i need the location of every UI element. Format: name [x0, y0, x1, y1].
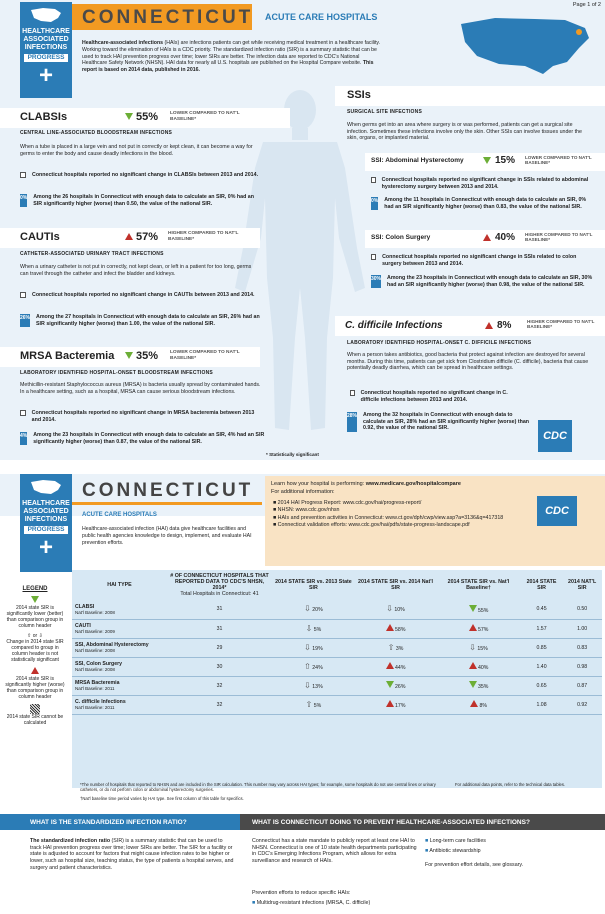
state-sir-cell: 0.85 — [521, 638, 562, 657]
table-row — [72, 657, 602, 676]
hai-type-cell: CAUTI Nat'l Baseline: 2009 — [72, 619, 167, 638]
state-sir-cell: 1.57 — [521, 619, 562, 638]
prevent-item: ■ Multidrug-resistant infections (MRSA, C. difficile) — [252, 900, 371, 906]
ssi-hyst-pct: 15% — [495, 155, 516, 166]
ssi-colon-nochange — [371, 254, 596, 267]
q2-title: WHAT IS CONNECTICUT DOING TO PREVENT HEALTHCARE-ASSOCIATED INFECTIONS? — [252, 819, 530, 826]
ssi-hyst-among-text: Among the 11 hospitals in Connecticut with enough data to calculate an SIR, 0% had an SIR significantly higher (worse) than 0.83, the value of the national SIR. — [384, 197, 587, 210]
hospital-count-cell: 31 — [167, 600, 272, 619]
right-item: ■ Antibiotic stewardship — [425, 848, 481, 854]
badge-progress: PROGRESS — [24, 54, 68, 62]
cdc-logo: CDC — [538, 420, 572, 452]
mrsa-nochange — [20, 410, 260, 423]
cauti-title: CAUTIs — [20, 231, 60, 243]
natl-sir-cell: 1.00 — [562, 619, 602, 638]
ssi-colon-arrow-icon — [483, 234, 491, 243]
open-down-arrow-icon: ⇩ — [305, 623, 313, 633]
open-down-arrow-icon: ⇩ — [304, 680, 311, 690]
legend-hatch-icon — [30, 704, 40, 714]
vs-national-cell: ⇧ 3% — [355, 638, 436, 657]
ssi-hyst-nochange-text: Connecticut hospitals reported no significant change in SSIs related to abdominal hysterectomy surgery between 2013 and 2014. — [381, 177, 589, 190]
sir-table-wrap — [72, 570, 602, 788]
cauti-checkbox — [20, 292, 26, 298]
page-2 — [0, 466, 605, 914]
clabsi-among — [20, 194, 260, 207]
red-up-arrow-icon — [386, 624, 394, 631]
state-sir-cell: 0.65 — [521, 676, 562, 695]
badge2-line-2: ASSOCIATED — [23, 508, 69, 515]
cdiff-nochange — [350, 390, 525, 403]
cauti-among-text: Among the 27 hospitals in Connecticut with enough data to calculate an SIR, 26% had an SIR significantly higher (worse) than 1.00, the value of the national SIR. — [36, 314, 260, 327]
ssi-hyst-nochange — [371, 177, 596, 190]
natl-sir-cell: 0.87 — [562, 676, 602, 695]
th-vs-2013: 2014 STATE SIR vs. 2013 State SIR — [275, 579, 352, 591]
vs-national-cell: 17% — [355, 695, 436, 714]
red-up-arrow-icon — [469, 624, 477, 631]
clabsi-among-text: Among the 26 hospitals in Connecticut with enough data to calculate an SIR, 0% had an SIR significantly higher (worse) than 0.50, the value of the national SIR. — [33, 194, 254, 207]
ssi-colon-nochange-text: Connecticut hospitals reported no significant change in SSIs related to colon surgery between 2013 and 2014. — [382, 254, 577, 267]
sir-text: (SIR) is a summary statistic that can be used to track HAI prevention progress over time; lower SIRs are better. The SIR for a facility or state is adjusted to account for factors that might cause infection rates to be higher or lower, such as hospital size, teaching status, the type of patients a hospital serves, and surgery and patient characteristics. — [30, 838, 234, 871]
cauti-badge: 26% — [20, 314, 30, 327]
natl-sir-cell: 0.92 — [562, 695, 602, 714]
vs-national-cell: 44% — [355, 657, 436, 676]
cdiff-desc: When a person takes antibiotics, good bacteria that protect against infection are destroyed for several months. During this time, patients can get sick from Clostridium difficile (C. difficile), bacteria that cause potentially deadly diarrhea, which can be spread in healthcare settings. — [347, 352, 589, 372]
legend-item-1: 2014 state SIR is significantly lower (better) than comparison group in column header — [6, 605, 64, 629]
legend-item-2: Change in 2014 state SIR compared to group in column header is not statistically significant — [6, 639, 64, 663]
ssi-hyst-checkbox — [371, 177, 376, 183]
cdiff-among — [347, 412, 532, 432]
table-row — [72, 695, 602, 714]
vs-2013-cell: ⇩ 19% — [272, 638, 355, 657]
mrsa-header — [0, 347, 260, 367]
open-down-arrow-icon: ⇩ — [304, 604, 311, 614]
state-sir-cell: 1.08 — [521, 695, 562, 714]
th-vs-baseline: 2014 STATE SIR vs. Nat'l Baseline† — [447, 579, 510, 591]
more-label: For additional information: — [271, 489, 335, 495]
mrsa-cmp: LOWER COMPARED TO NAT'L BASELINE* — [170, 350, 240, 361]
vs-national-cell: 58% — [355, 619, 436, 638]
cauti-cmp: HIGHER COMPARED TO NAT'L BASELINE* — [168, 231, 239, 242]
ssi-colon-among-text: Among the 23 hospitals in Connecticut with enough data to calculate an SIR, 30% had an SIR significantly higher (worse) than 0.98, the value of the national SIR. — [387, 275, 593, 288]
hai-type-cell: SSI, Colon Surgery Nat'l Baseline: 2008 — [72, 657, 167, 676]
link-item[interactable]: ■ HAIs and prevention activities in Connecticut: www.ct.gov/dph/cwp/view.asp?a=3136&q=417318 — [273, 514, 504, 521]
mrsa-among — [20, 432, 270, 445]
red-up-arrow-icon — [469, 662, 477, 669]
vs-2013-cell: ⇩ 20% — [272, 600, 355, 619]
footnote-1: *The number of hospitals that reported to NHSN and are included in the SIR calculation. This number may vary across HAI types; for example, some hospitals do not use central lines or urinary catheters, or do not perform colon or abdominal hysterectomy surgeries. — [80, 782, 436, 792]
ssi-colon-pct: 40% — [495, 232, 516, 243]
sir-bold: The standardized infection ratio — [30, 838, 111, 844]
natl-sir-cell: 0.83 — [562, 638, 602, 657]
mrsa-badge: 4% — [20, 432, 27, 445]
ssis-desc: When germs get into an area where surgery is or was performed, patients can get a surgical site infection. Sometimes these infections involve only the skin. Other SSIs can involve tissues under the skin, organs, or implanted material. — [347, 122, 582, 142]
q1-title: WHAT IS THE STANDARDIZED INFECTION RATIO? — [30, 819, 187, 826]
hai-type-cell: SSI, Abdominal Hysterectomy Nat'l Baseline: 2008 — [72, 638, 167, 657]
cdiff-header — [335, 316, 605, 336]
legend-green-arrow-icon — [4, 596, 66, 605]
table-row — [72, 619, 602, 638]
cdiff-cmp: HIGHER COMPARED TO NAT'L BASELINE* — [527, 319, 595, 330]
cdiff-among-text: Among the 32 hospitals in Connecticut with enough data to calculate an SIR, 28% had an SIR significantly higher (worse) than 0.92, the value of the national SIR. — [363, 412, 530, 432]
th-natl-sir: 2014 NAT'L SIR — [568, 579, 597, 591]
sir-table — [72, 570, 602, 715]
badge2-line-3: INFECTIONS — [24, 516, 68, 523]
cdiff-pct: 8% — [497, 320, 512, 331]
stat-note: * Statistically significant — [266, 452, 319, 457]
intro-body: (HAIs) are infections patients can get while receiving medical treatment in a healthcare facility. Working toward the elimination of HAIs is a CDC priority. The standardized infection ratio (SIR) is a summary statistic that can be used to track HAI prevention progress over time; lower SIRs are better. The infection data are reported to CDC's National Healthcare Safety Network (NHSN). HAI data for nearly all U.S. hospitals are published on the Hospital Compare website. — [82, 40, 381, 67]
ssis-title: SSIs — [347, 89, 371, 101]
cdiff-nochange-text: Connecticut hospitals reported no significant change in C. difficile infections between 2013 and 2014. — [360, 390, 508, 403]
table-row — [72, 600, 602, 619]
natl-sir-cell: 0.50 — [562, 600, 602, 619]
cdiff-arrow-icon — [485, 322, 493, 331]
legend-open-arrows-icon: ⇧ or ⇩ — [27, 633, 43, 639]
legend-item-4: 2014 state SIR cannot be calculated — [6, 714, 64, 726]
green-down-arrow-icon — [386, 681, 394, 688]
table-row — [72, 638, 602, 657]
us-map-image — [455, 10, 595, 82]
cauti-arrow-icon — [125, 233, 133, 242]
ssi-colon-badge: 30% — [371, 275, 381, 288]
intro-bold: Healthcare-associated infections — [82, 40, 164, 46]
header-orange-2 — [72, 502, 262, 505]
right-item: ■ Long-term care facilities — [425, 838, 486, 844]
cdiff-sub: LABORATORY IDENTIFIED HOSPITAL-ONSET C. DIFFICILE INFECTIONS — [347, 340, 532, 346]
sir-explain — [30, 838, 235, 872]
vs-2013-cell: ⇩ 5% — [272, 619, 355, 638]
th-count: # OF CONNECTICUT HOSPITALS THAT REPORTED DATA TO CDC'S NHSN, 2014* Total Hospitals in Connecticut: 41 — [170, 573, 269, 597]
mrsa-arrow-icon — [125, 352, 133, 361]
page-subtitle: ACUTE CARE HOSPITALS — [265, 12, 378, 22]
cdiff-checkbox — [350, 390, 355, 396]
ssis-header — [335, 86, 605, 106]
vs-national-cell: ⇩ 10% — [355, 600, 436, 619]
open-up-arrow-icon: ⇧ — [304, 661, 311, 671]
ssi-colon-checkbox — [371, 254, 376, 260]
mrsa-pct: 35% — [136, 350, 159, 362]
prevent-label: Prevention efforts to reduce specific HAIs: — [252, 890, 351, 896]
clabsi-arrow-icon — [125, 113, 133, 122]
cauti-header — [0, 228, 260, 248]
intro-last: This report is based on 2014 data, published in 2016. — [82, 60, 374, 74]
mrsa-desc: Methicillin-resistant Staphylococcus aureus (MRSA) is bacteria usually spread by contaminated hands. In a healthcare setting, such as a hospital, MRSA can cause serious bloodstream infections. — [20, 382, 261, 395]
cauti-sub: CATHETER-ASSOCIATED URINARY TRACT INFECTIONS — [20, 251, 164, 257]
mrsa-nochange-text: Connecticut hospitals reported no significant change in MRSA bacteremia between 2013 and 2014. — [31, 410, 255, 423]
clabsi-pct: 55% — [136, 111, 159, 123]
learn-label: Learn how your hospital is performing: — [271, 481, 365, 487]
mrsa-checkbox — [20, 410, 26, 416]
ct-explain: Connecticut has a state mandate to publicly report at least one HAI to NHSN. Connecticut is one of 10 state health departments participating in CDC's Emerging Infections Program, which allows for extra surveillance and research of HAIs. — [252, 838, 417, 865]
open-up-arrow-icon: ⇧ — [387, 642, 395, 652]
red-up-arrow-icon — [386, 662, 394, 669]
link-item[interactable]: ■ Connecticut validation efforts: www.cdc.gov/hai/pdfs/state-progress-landscape.pdf — [273, 522, 470, 529]
state-sir-cell: 1.40 — [521, 657, 562, 676]
footnote-1b: For additional data points, refer to the technical data tables. — [455, 782, 566, 787]
hospital-count-cell: 32 — [167, 695, 272, 714]
hospital-count-cell: 31 — [167, 619, 272, 638]
ssis-sub: SURGICAL SITE INFECTIONS — [347, 109, 422, 115]
clabsi-header — [0, 108, 290, 128]
clabsi-badge: 0% — [20, 194, 27, 207]
legend-red-arrow-icon — [4, 667, 66, 676]
page2-intro: Healthcare-associated infection (HAI) data give healthcare facilities and public health agencies knowledge to design, implement, and evaluate HAI prevention efforts. — [82, 526, 252, 546]
learn-line — [271, 481, 461, 487]
legend-item-3: 2014 state SIR is significantly higher (worse) than comparison group in column header — [5, 676, 65, 700]
hospital-count-cell: 32 — [167, 676, 272, 695]
hai-type-cell: CLABSI Nat'l Baseline: 2008 — [72, 600, 167, 619]
vs-2013-cell: ⇩ 13% — [272, 676, 355, 695]
cdc-logo-2: CDC — [537, 496, 577, 526]
vs-baseline-cell: ⇩ 15% — [436, 638, 521, 657]
learn-link[interactable]: www.medicare.gov/hospitalcompare — [365, 481, 461, 487]
th-vs-national: 2014 STATE SIR vs. 2014 Nat'l SIR — [358, 579, 433, 591]
open-up-arrow-icon: ⇧ — [305, 699, 313, 709]
state-title-2: CONNECTICUT — [82, 480, 254, 501]
hai-progress-badge — [20, 2, 72, 98]
state-sir-cell: 0.45 — [521, 600, 562, 619]
vs-baseline-cell: 55% — [436, 600, 521, 619]
page-1-label: Page 1 of 2 — [572, 2, 601, 8]
state-title: CONNECTICUT — [82, 7, 254, 28]
cauti-among — [20, 314, 260, 327]
natl-sir-cell: 0.98 — [562, 657, 602, 676]
badge2-progress: PROGRESS — [24, 526, 68, 534]
clabsi-cmp: LOWER COMPARED TO NAT'L BASELINE* — [170, 111, 240, 122]
clabsi-desc: When a tube is placed in a large vein and not put in correctly or kept clean, it can become a way for germs to enter the body and cause deadly infections in the blood. — [20, 144, 253, 157]
th-hai-type: HAI TYPE — [107, 582, 132, 588]
vs-national-cell: 26% — [355, 676, 436, 695]
ssi-colon-title: SSI: Colon Surgery — [371, 234, 431, 241]
clabsi-checkbox — [20, 172, 26, 178]
badge-line-1: HEALTHCARE — [22, 28, 70, 35]
table-header-row — [72, 570, 602, 600]
open-down-arrow-icon: ⇩ — [304, 642, 311, 652]
cauti-desc: When a urinary catheter is not put in correctly, not kept clean, or left in a patient for too long, germs can travel through the catheter and infect the bladder and kidneys. — [20, 264, 252, 277]
hospital-count-cell: 29 — [167, 638, 272, 657]
links-list — [273, 500, 533, 530]
ssi-colon-cmp: HIGHER COMPARED TO NAT'L BASELINE* — [525, 232, 593, 243]
clabsi-nochange — [20, 172, 260, 179]
vs-baseline-cell: 8% — [436, 695, 521, 714]
badge2-line-1: HEALTHCARE — [22, 500, 70, 507]
us-map-icon-2 — [20, 474, 72, 500]
vs-baseline-cell: 40% — [436, 657, 521, 676]
glossary-note: For prevention effort details, see glossary. — [425, 862, 524, 868]
badge-line-2: ASSOCIATED — [23, 36, 69, 43]
mrsa-sub: LABORATORY IDENTIFIED HOSPITAL-ONSET BLOODSTREAM INFECTIONS — [20, 370, 213, 376]
table-row — [72, 676, 602, 695]
link-item[interactable]: ■ NHSN: www.cdc.gov/nhsn — [273, 507, 340, 514]
cdiff-badge: 28% — [347, 412, 357, 432]
cauti-nochange — [20, 292, 260, 299]
legend-title: LEGEND — [22, 586, 48, 592]
plus-icon: + — [38, 62, 53, 89]
hai-type-cell: MRSA Bacteremia Nat'l Baseline: 2011 — [72, 676, 167, 695]
ssi-hyst-cmp: LOWER COMPARED TO NAT'L BASELINE* — [525, 155, 592, 166]
mrsa-among-text: Among the 23 hospitals in Connecticut with enough data to calculate an SIR, 4% had an SIR significantly higher (worse) than 0.87, the value of the national SIR. — [33, 432, 265, 445]
us-map-icon — [20, 2, 72, 28]
ssi-hyst-among — [371, 197, 596, 210]
cauti-pct: 57% — [136, 231, 159, 243]
th-state-sir: 2014 STATE SIR — [526, 579, 557, 591]
red-up-arrow-icon — [470, 700, 478, 707]
cdiff-title: C. difficile Infections — [345, 320, 443, 331]
page2-subtitle: ACUTE CARE HOSPITALS — [82, 512, 157, 518]
ssi-hyst-arrow-icon — [483, 157, 491, 166]
ssi-colon-header — [365, 230, 605, 248]
ssi-hyst-badge: 0% — [371, 197, 378, 210]
info-box — [265, 476, 605, 566]
footnote-2: †Nat'l baseline time period varies by HAI type. See first column of this table for specifics. — [80, 796, 244, 801]
link-item[interactable]: ■ 2014 HAI Progress Report: www.cdc.gov/hai/progress-report/ — [273, 500, 422, 506]
vs-baseline-cell: 35% — [436, 676, 521, 695]
red-up-arrow-icon — [386, 700, 394, 707]
vs-2013-cell: ⇧ 5% — [272, 695, 355, 714]
hai-progress-badge-2 — [20, 474, 72, 572]
vs-baseline-cell: 57% — [436, 619, 521, 638]
legend — [4, 586, 66, 726]
ssi-colon-among — [371, 275, 596, 288]
hospital-count-cell: 30 — [167, 657, 272, 676]
intro-text — [82, 40, 382, 74]
plus-icon-2: + — [38, 534, 53, 561]
green-down-arrow-icon — [469, 605, 477, 612]
open-down-arrow-icon: ⇩ — [386, 604, 393, 614]
clabsi-title: CLABSIs — [20, 111, 68, 123]
clabsi-sub: CENTRAL LINE-ASSOCIATED BLOODSTREAM INFECTIONS — [20, 130, 173, 136]
ssi-hyst-header — [365, 153, 605, 171]
badge-line-3: INFECTIONS — [24, 44, 68, 51]
mrsa-title: MRSA Bacteremia — [20, 350, 115, 362]
clabsi-nochange-text: Connecticut hospitals reported no significant change in CLABSIs between 2013 and 2014. — [32, 172, 259, 178]
green-down-arrow-icon — [469, 681, 477, 688]
open-down-arrow-icon: ⇩ — [469, 642, 476, 652]
cauti-nochange-text: Connecticut hospitals reported no significant change in CAUTIs between 2013 and 2014. — [32, 292, 255, 298]
ssi-hyst-title: SSI: Abdominal Hysterectomy — [371, 157, 464, 164]
hai-type-cell: C. difficile Infections Nat'l Baseline: 2011 — [72, 695, 167, 714]
vs-2013-cell: ⇧ 24% — [272, 657, 355, 676]
